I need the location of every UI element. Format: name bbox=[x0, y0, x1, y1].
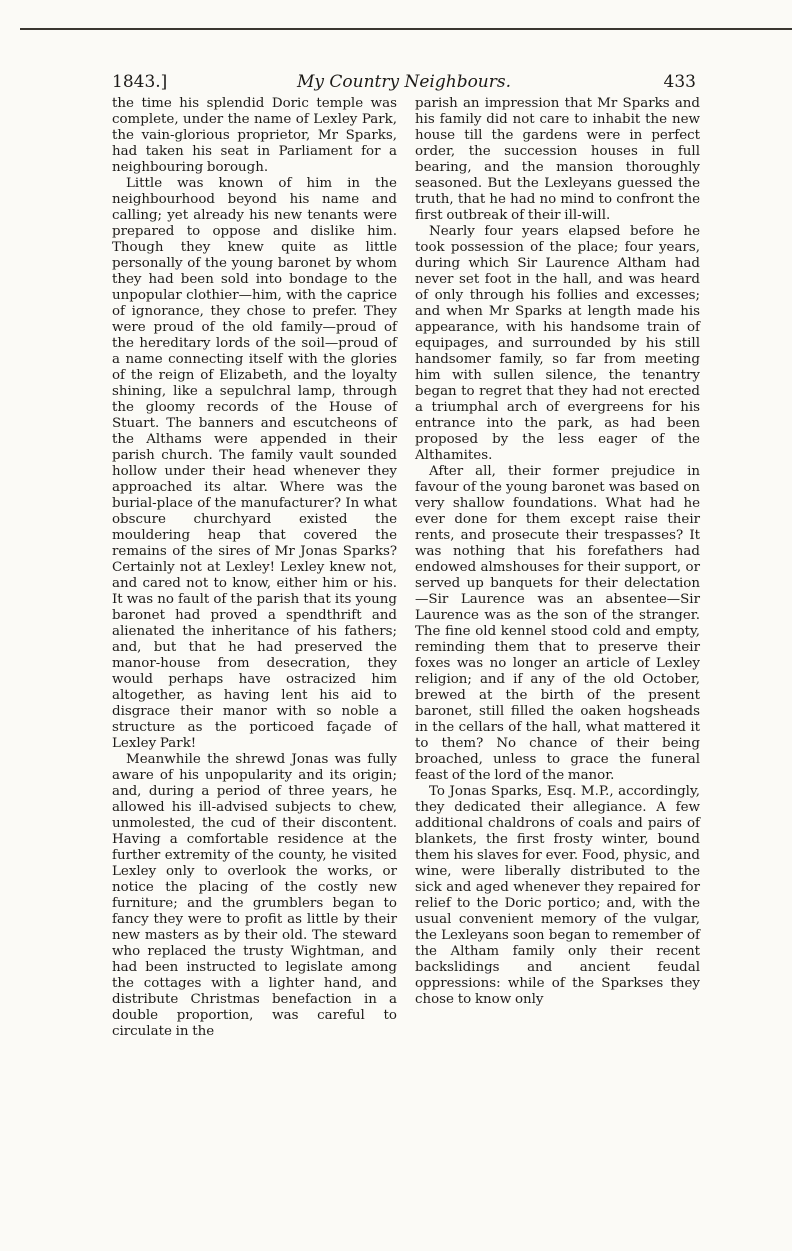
page-number: 433 bbox=[663, 72, 696, 92]
running-header bbox=[112, 72, 696, 94]
paragraph: Meanwhile the shrewd Jonas was fully aware of his unpopularity and its origin; and, during a period of three years, he allowed his ill-advised subjects to chew, unmolested, the cud of their discontent. Having a comfortable residence at the further extremity of the county, he visited Lexley only to overlook the works, or notice the placing of the costly new furniture; and the grumblers began to fancy they were to profit as little by their new masters as by their old. The steward who replaced the trusty Wightman, and had been instructed to legislate among the cottages with a lighter hand, and distribute Christmas benefaction in a double proportion, was careful to circulate in the bbox=[112, 752, 397, 1039]
paragraph: Nearly four years elapsed before he took possession of the place; four years, during which Sir Laurence Altham had never set foot in the hall, and was heard of only through his follies and excesses; and when Mr Sparks at length made his appearance, with his handsome train of equipages, and surrounded by his still handsomer family, so far from meeting him with sullen silence, the tenantry began to regret that they had not erected a triumphal arch of evergreens for his entrance into the park, as had been proposed by the less eager of the Althamites. bbox=[415, 224, 700, 463]
right-column bbox=[415, 96, 700, 1008]
paragraph: Little was known of him in the neighbourhood beyond his name and calling; yet already his new tenants were prepared to oppose and dislike him. Though they knew quite as little personally of the young baronet by whom they had been sold into bondage to the unpopular clothier—him, with the caprice of ignorance, they chose to prefer. They were proud of the old family—proud of the hereditary lords of the soil—proud of a name connecting itself with the glories of the reign of Elizabeth, and the loyalty shining, like a sepulchral lamp, through the gloomy records of the House of Stuart. The banners and escutcheons of the Althams were appended in their parish church. The family vault sounded hollow under their head whenever they approached its altar. Where was the burial-place of the manufacturer? In what obscure churchyard existed the mouldering heap that covered the remains of the sires of Mr Jonas Sparks? Certainly not at Lexley! Lexley knew not, and cared not to know, either him or his. It was no fault of the parish that its young baronet had proved a spendthrift and alienated the inheritance of his fathers; and, but that he had preserved the manor-house from desecration, they would perhaps have ostracized him altogether, as having lent his aid to disgrace their manor with so noble a structure as the porticoed façade of Lexley Park! bbox=[112, 176, 397, 751]
left-column bbox=[112, 96, 397, 1040]
paragraph: parish an impression that Mr Sparks and his family did not care to inhabit the new house till the gardens were in perfect order, the succession houses in full bearing, and the mansion thoroughly seasoned. But the Lexleyans guessed the truth, that he had no mind to confront the first outbreak of their ill-will. bbox=[415, 96, 700, 223]
paragraph: the time his splendid Doric temple was complete, under the name of Lexley Park, the vain-glorious proprietor, Mr Sparks, had taken his seat in Parliament for a neighbouring borough. bbox=[112, 96, 397, 175]
top-rule bbox=[20, 28, 792, 30]
header-title: My Country Neighbours. bbox=[296, 72, 512, 92]
paragraph: After all, their former prejudice in favour of the young baronet was based on very shallow foundations. What had he ever done for them except raise their rents, and prosecute their trespasses? It was nothing that his forefathers had endowed almshouses for their support, or served up banquets for their delectation—Sir Laurence was an absentee—Sir Laurence was as the son of the stranger. The fine old kennel stood cold and empty, reminding them that to preserve their foxes was no longer an article of Lexley religion; and if any of the old October, brewed at the birth of the present baronet, still filled the oaken hogsheads in the cellars of the hall, what mattered it to them? No chance of their being broached, unless to grace the funeral feast of the lord of the manor. bbox=[415, 464, 700, 783]
paragraph: To Jonas Sparks, Esq. M.P., accordingly, they dedicated their allegiance. A few additional chaldrons of coals and pairs of blankets, the first frosty winter, bound them his slaves for ever. Food, physic, and wine, were liberally distributed to the sick and aged whenever they repaired for relief to the Doric portico; and, with the usual convenient memory of the vulgar, the Lexleyans soon began to remember of the Altham family only their recent backslidings and ancient feudal oppressions: while of the Sparkses they chose to know only bbox=[415, 784, 700, 1007]
header-year: 1843.] bbox=[112, 72, 168, 92]
